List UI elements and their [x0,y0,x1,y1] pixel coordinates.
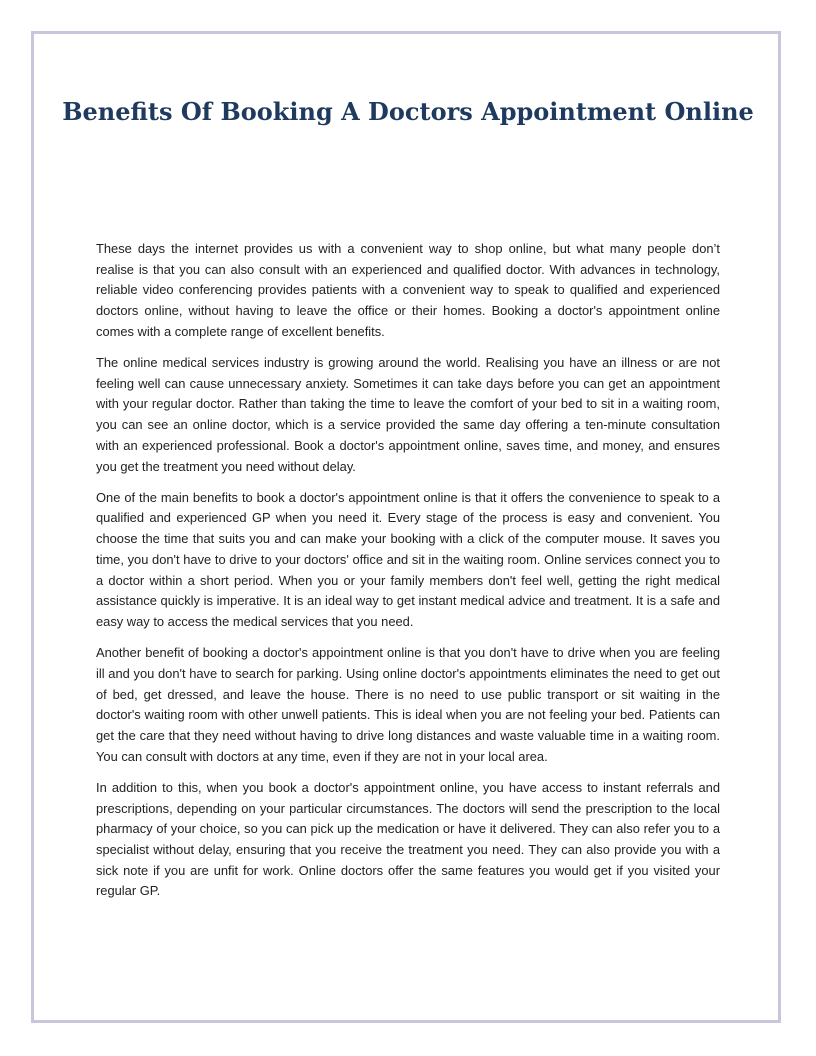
paragraph-1: These days the internet provides us with a convenient way to shop online, but what many people don’t realise is that you can also consult with an experienced and qualified doctor. With advances in technology, reliable video conferencing provides patients with a convenient way to speak to qualified and experienced doctors online, without having to leave the office or their homes. Booking a doctor's appointment online comes with a complete range of excellent benefits. [96,241,720,339]
paragraph-2: The online medical services industry is growing around the world. Realising you have an illness or are not feeling well can cause unnecessary anxiety. Sometimes it can take days before you can get an appointment with your regular doctor. Rather than taking the time to leave the comfort of your bed to sit in a waiting room, you can see an online doctor, which is a service provided the same day offering a ten-minute consultation with an experienced professional. Book a doctor's appointment online, saves time, and money, and ensures you get the treatment you need without delay. [96,355,720,474]
paragraph-5: In addition to this, when you book a doctor's appointment online, you have access to instant referrals and prescriptions, depending on your particular circumstances. The doctors will send the prescription to the local pharmacy of your choice, so you can pick up the medication or have it delivered. They can also refer you to a specialist without delay, ensuring that you receive the treatment you need. They can also provide you with a sick note if you are unfit for work. Online doctors offer the same features you would get if you visited your regular GP. [96,779,720,899]
article-body [96,239,720,913]
paragraph-4: Another benefit of booking a doctor's appointment online is that you don't have to drive when you are feeling ill and you don't have to search for parking. Using online doctor's appointments eliminates the need to get out of bed, get dressed, and leave the house. There is no need to use public transport or sit waiting in the doctor's waiting room with other unwell patients. This is ideal when you are not feeling your bed. Patients can get the care that they need without having to drive long distances and waste valuable time in a waiting room. You can consult with doctors at any time, even if they are not in your local area. [96,645,720,764]
paragraph-3: One of the main benefits to book a doctor's appointment online is that it offers the convenience to speak to a qualified and experienced GP when you need it. Every stage of the process is easy and convenient. You choose the time that suits you and can make your booking with a click of the computer mouse. It saves you time, you don't have to drive to your doctors' office and sit in the waiting room. Online services connect you to a doctor within a short period. When you or your family members don't feel well, getting the right medical assistance quickly is imperative. It is an ideal way to get instant medical advice and treatment. It is a safe and easy way to access the medical services that you need. [96,489,720,629]
page-title: Benefits Of Booking A Doctors Appointment Online [62,97,754,126]
